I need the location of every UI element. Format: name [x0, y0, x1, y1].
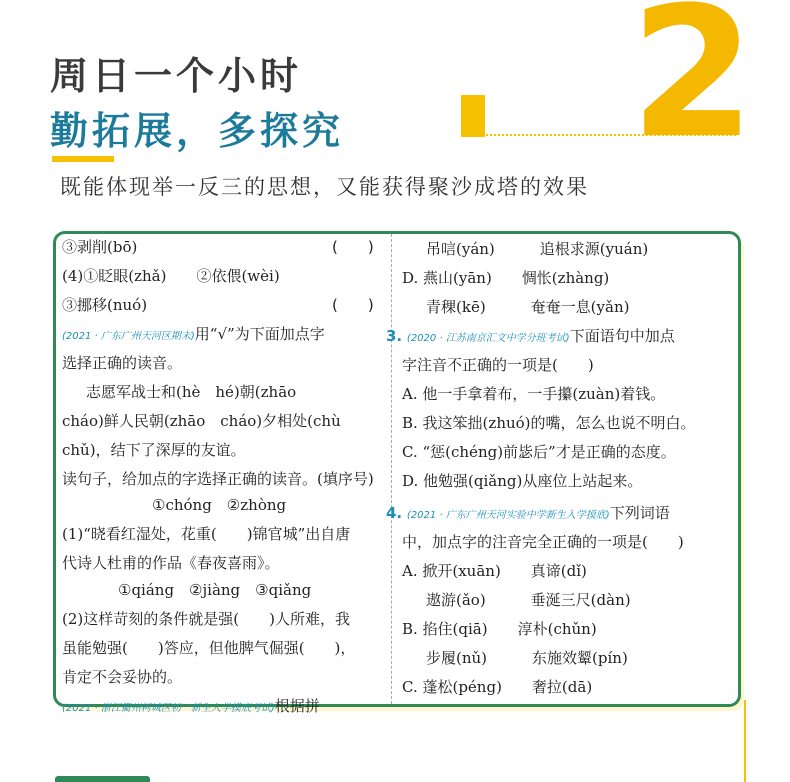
- text-line: C. 蓬松(péng) 奢拉(dā): [402, 678, 593, 696]
- page-subtitle: 既能体现举一反三的思想，又能获得聚沙成塔的效果: [60, 175, 589, 199]
- section-number: 2: [630, 0, 756, 178]
- text-line: (2)这样苛刻的条件就是强( )人所难，我: [62, 610, 350, 628]
- page-title-line2: 勤拓展，多探究: [50, 109, 345, 153]
- question-source: (2021 · 广东广州天河实验中学新生入学摸底): [406, 510, 610, 521]
- text-line: chǔ)，结下了深厚的友谊。: [62, 441, 246, 459]
- text-line: 虽能勉强( )答应，但他脾气倔强( )，: [62, 639, 356, 657]
- text-line: C. “惩(chéng)前毖后”才是正确的态度。: [402, 443, 676, 461]
- decor-right-rule: [744, 700, 746, 782]
- column-divider: [391, 234, 392, 704]
- text-line: 遨游(ǎo) 垂涎三尺(dàn): [426, 591, 631, 609]
- text-line: (4)①眨眼(zhǎ) ②依偎(wèi): [62, 267, 280, 285]
- answer-paren: ( ): [332, 238, 374, 256]
- text-line: cháo)鲜人民朝(zhāo cháo)夕相处(chù: [62, 412, 341, 430]
- content-box: [53, 231, 741, 715]
- text-line: A. 他一手拿着布，一手攥(zuàn)着钱。: [402, 385, 666, 403]
- text-line: 步履(nǔ) 东施效颦(pín): [426, 649, 628, 667]
- text-line: 肯定不会妥协的。: [62, 668, 183, 686]
- text-line: 读句子，给加点的字选择正确的读音。(填序号): [62, 470, 374, 488]
- page-title-line1: 周日一个小时: [50, 54, 303, 98]
- text-line: 志愿军战士和(hè hé)朝(zhāo: [86, 383, 297, 401]
- text-line: 吊唁(yán) 追根求源(yuán): [426, 240, 649, 258]
- answer-paren: ( ): [332, 296, 374, 314]
- question-number: 3.: [386, 327, 403, 345]
- text-line: ③挪移(nuó): [62, 296, 148, 314]
- text-line: 字注音不正确的一项是( ): [402, 356, 594, 374]
- decor-yellow-bar: [461, 95, 485, 137]
- text-line: ③剥削(bō): [62, 238, 138, 256]
- question-source: (2020 · 江苏南京汇文中学分班考试): [406, 333, 570, 344]
- text-line: 代诗人杜甫的作品《春夜喜雨》。: [62, 554, 280, 572]
- title-underline: [52, 156, 114, 162]
- question-line: 3. (2020 · 江苏南京汇文中学分班考试)下面语句中加点: [386, 327, 675, 345]
- question-source: (2021 · 广东广州天河区期末): [62, 331, 195, 342]
- text-line: B. 我这笨拙(zhuó)的嘴，怎么也说不明白。: [402, 414, 696, 432]
- text-line: 青稞(kē) 奄奄一息(yǎn): [426, 298, 630, 316]
- question-number: 4.: [386, 504, 403, 522]
- question-line: (2021 · 广东广州天河区期末)用“√”为下面加点字: [62, 325, 325, 343]
- text-line: D. 他勉强(qiǎng)从座位上站起来。: [402, 472, 643, 490]
- text-line: A. 掀开(xuān) 真谛(dǐ): [402, 562, 587, 580]
- question-source: (2021 · 浙江衢州柯城区初一新生入学摸底考试): [62, 703, 275, 714]
- text-line: D. 燕山(yān) 惆怅(zhàng): [402, 269, 610, 287]
- text-line: ①chóng ②zhòng: [152, 496, 287, 514]
- text-line: ①qiáng ②jiàng ③qiǎng: [118, 581, 312, 599]
- text-line: (1)“晓看红湿处，花重( )锦官城”出自唐: [62, 525, 351, 543]
- question-line: 4. (2021 · 广东广州天河实验中学新生入学摸底)下列词语: [386, 504, 670, 522]
- decor-bottom-bar: [55, 776, 150, 782]
- text-line: 中，加点字的注音完全正确的一项是( ): [402, 533, 684, 551]
- text-line: B. 掐住(qiā) 淳朴(chǔn): [402, 620, 597, 638]
- text-line: 选择正确的读音。: [62, 354, 183, 372]
- question-line: (2021 · 浙江衢州柯城区初一新生入学摸底考试)根据拼: [62, 697, 320, 715]
